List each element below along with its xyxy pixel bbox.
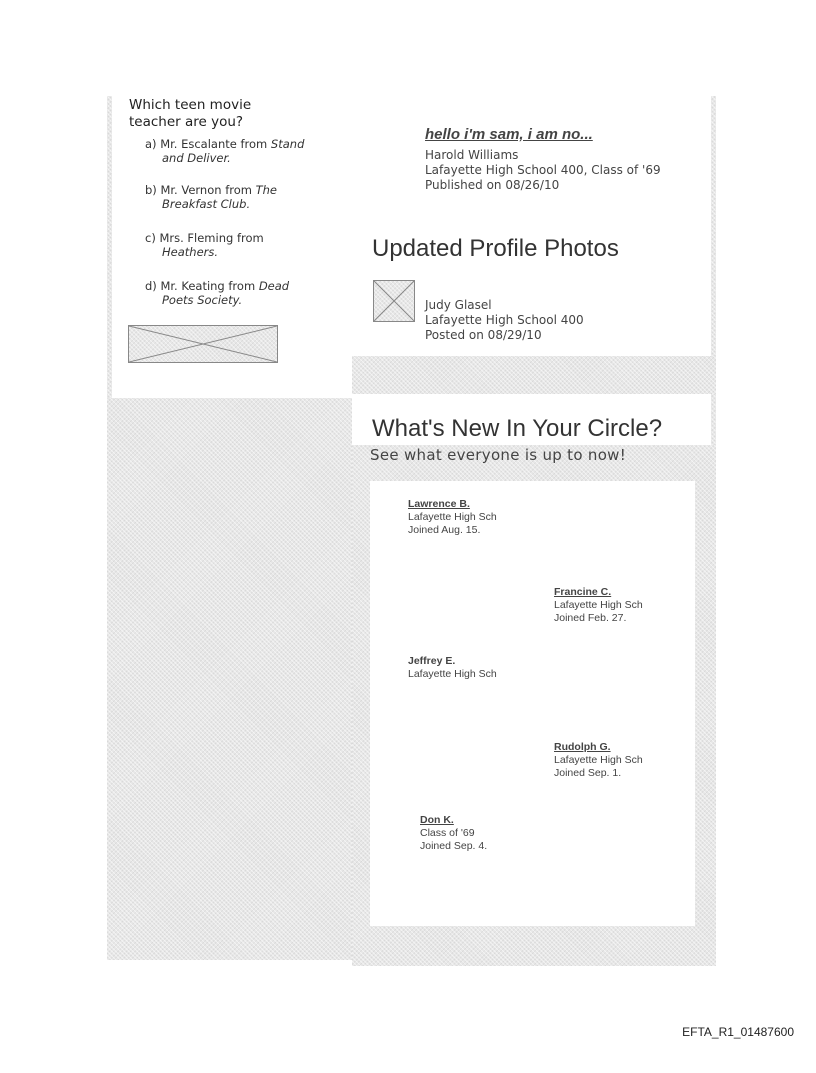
circle-subheading: See what everyone is up to now! xyxy=(370,446,627,464)
circle-heading: What's New In Your Circle? xyxy=(372,415,663,442)
post-author: Harold Williams xyxy=(425,148,519,162)
member-card xyxy=(408,498,497,537)
photos-heading: Updated Profile Photos xyxy=(372,235,619,262)
member-name-link[interactable]: Rudolph G. xyxy=(554,741,611,753)
member-card xyxy=(554,586,643,625)
section-divider xyxy=(352,356,716,394)
circle-members-panel xyxy=(370,481,695,926)
quiz-option-d[interactable] xyxy=(145,279,345,307)
photo-person-name: Judy Glasel xyxy=(425,298,492,312)
quiz-option-c[interactable] xyxy=(145,231,345,259)
member-card xyxy=(554,741,643,780)
photo-posted-date: Posted on 08/29/10 xyxy=(425,328,542,342)
quiz-option-b-title-1: The xyxy=(255,183,277,197)
quiz-option-a-title-1: Stand xyxy=(270,137,305,151)
quiz-option-c-title-2: Heathers. xyxy=(162,245,219,259)
quiz-option-a-text: a) Mr. Escalante from xyxy=(145,137,271,151)
quiz-image-placeholder[interactable] xyxy=(128,325,278,363)
quiz-option-b-title-2: Breakfast Club. xyxy=(162,197,251,211)
member-name-link[interactable]: Francine C. xyxy=(554,586,612,598)
quiz-option-c-text: c) Mrs. Fleming from xyxy=(145,231,264,245)
member-school: Lafayette High Sch xyxy=(408,511,497,523)
quiz-option-a[interactable] xyxy=(145,137,345,165)
member-card xyxy=(408,655,497,681)
quiz-option-d-title-2: Poets Society. xyxy=(162,293,243,307)
left-column-background xyxy=(107,398,352,960)
quiz-option-b-text: b) Mr. Vernon from xyxy=(145,183,256,197)
quiz-option-a-title-2: and Deliver. xyxy=(162,151,231,165)
quiz-option-d-text: d) Mr. Keating from xyxy=(145,279,259,293)
member-joined: Joined Feb. 27. xyxy=(554,612,627,624)
member-card xyxy=(420,814,487,853)
member-joined: Joined Sep. 4. xyxy=(420,840,488,852)
photo-school: Lafayette High School 400 xyxy=(425,313,584,327)
post-title-link[interactable]: hello i'm sam, i am no... xyxy=(425,126,593,143)
quiz-option-d-title-1: Dead xyxy=(258,279,290,293)
member-joined: Joined Sep. 1. xyxy=(554,767,622,779)
post-school: Lafayette High School 400, Class of '69 xyxy=(425,163,661,177)
member-name[interactable]: Jeffrey E. xyxy=(408,655,456,667)
member-name-link[interactable]: Lawrence B. xyxy=(408,498,470,510)
member-school: Lafayette High Sch xyxy=(408,668,497,680)
quiz-question: Which teen movie teacher are you? xyxy=(129,97,252,130)
member-school: Lafayette High Sch xyxy=(554,754,643,766)
document-id: EFTA_R1_01487600 xyxy=(682,1025,794,1039)
left-edge-strip xyxy=(107,96,112,398)
quiz-option-b[interactable] xyxy=(145,183,345,211)
member-school: Lafayette High Sch xyxy=(554,599,643,611)
post-published-date: Published on 08/26/10 xyxy=(425,178,560,192)
member-name-link[interactable]: Don K. xyxy=(420,814,454,826)
profile-photo-placeholder[interactable] xyxy=(373,280,415,322)
member-joined: Joined Aug. 15. xyxy=(408,524,481,536)
member-class-year: Class of '69 xyxy=(420,827,475,839)
